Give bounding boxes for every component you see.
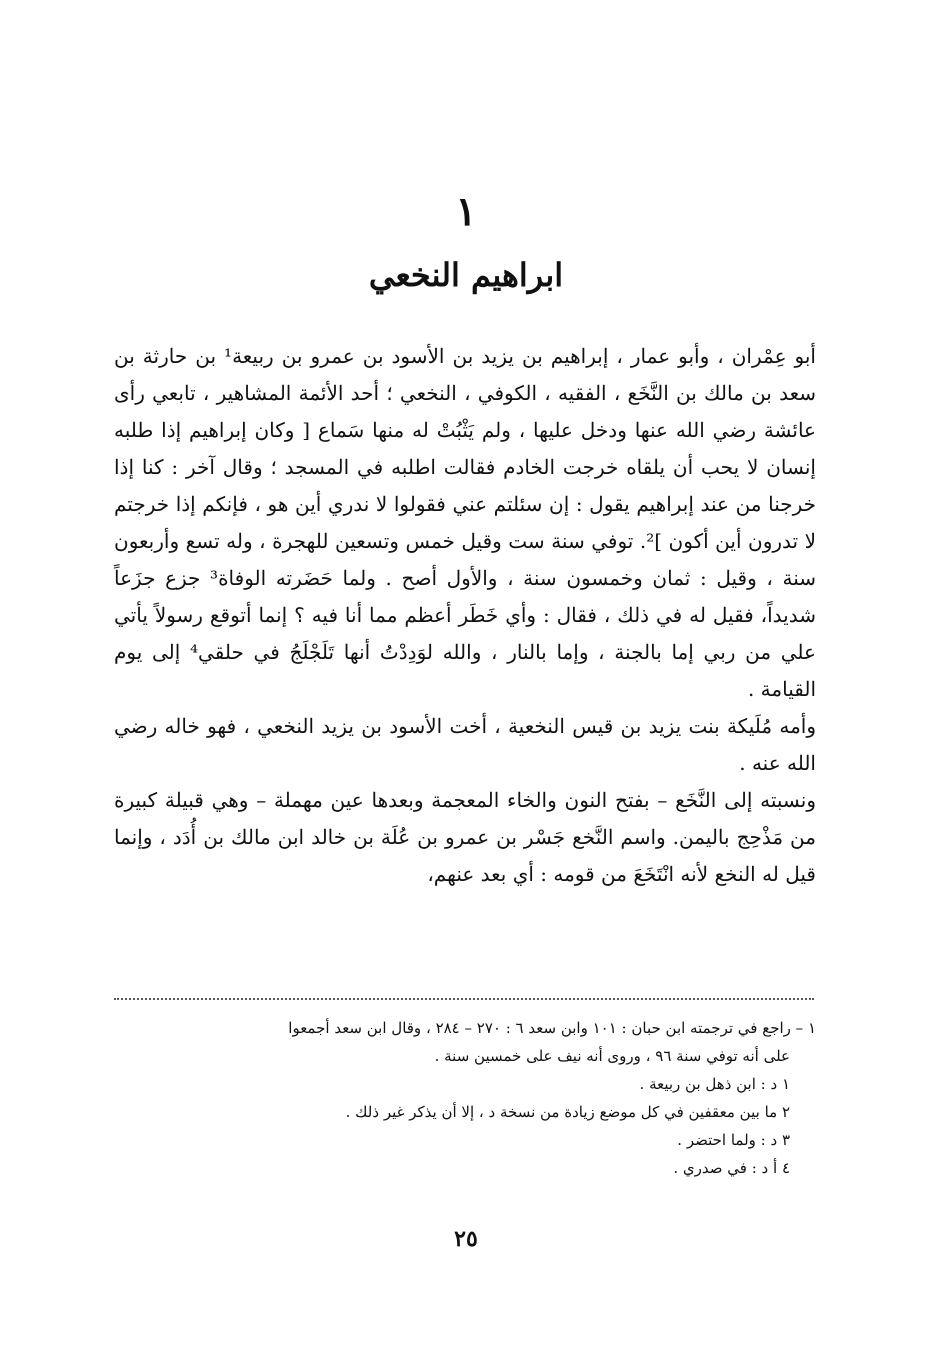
chapter-number: ١ [455,188,477,235]
paragraph-biography: أبو عِمْران ، وأبو عمار ، إبراهيم بن يزيد بن الأسود بن عمرو بن ربيعة¹ بن حارثة بن سعد بن مالك بن النَّخَع ، الفقيه ، الكوفي ، النخعي ؛ أحد الأئمة المشاهير ، تابعي رأى عائشة رضي الله عنها ودخل عليها ، ولم يَثْبُتْ له منها سَماع [ وكان إبراهيم إذا طلبه إنسان لا يحب أن يلقاه خرجت الخادم فقالت اطلبه في المسجد ؛ وقال آخر : كنا إذا خرجنا من عند إبراهيم يقول : إن سئلتم عني فقولوا لا ندري أين هو ، فإنكم إذا خرجتم لا تدرون أين أكون ]². توفي سنة ست وقيل خمس وتسعين للهجرة ، وله تسع وأربعون سنة ، وقيل : ثمان وخمسون سنة ، والأول أصح . ولما حَضَرته الوفاة³ جزع جزَعاً شديداً، فقيل له في ذلك ، فقال : وأي خَطَر أعظم مما أنا فيه ؟ إنما أتوقع رسولاً يأتي علي من ربي إما بالجنة ، وإما بالنار ، والله لوَدِدْتُ أنها تَلَجْلَجُ في حلقي⁴ إلى يوم القيامة . [114,344,816,701]
footnote-item: ٣ د : ولما احتضر . [677,1131,790,1149]
footnote-item: على أنه توفي سنة ٩٦ ، وروى أنه نيف على خمسين سنة . [434,1047,790,1065]
footnote-item: ١ د : ابن ذهل بن ربيعة . [639,1075,790,1093]
paragraph-lineage: ونسبته إلى النَّخَع – بفتح النون والخاء المعجمة وبعدها عين مهملة – وهي قبيلة كبيرة من مَذْحِج باليمن. واسم النَّخع جَسْر بن عمرو بن عُلَة بن خالد ابن مالك بن أُدَد ، وإنما قيل له النخع لأنه انْتَخَعَ من قومه : أي بعد عنهم، [114,788,816,886]
page-number: ٢٥ [454,1226,478,1252]
chapter-title: ابراهيم النخعي [368,256,564,294]
footnotes [114,1014,816,1182]
footnote-item: ٤ أ د : في صدري . [673,1159,790,1177]
body-text [114,338,816,893]
footnote-item: ١ – راجع في ترجمته ابن حبان : ١٠١ وابن سعد ٦ : ٢٧٠ – ٢٨٤ ، وقال ابن سعد أجمعوا [288,1019,816,1037]
footnote-item: ٢ ما بين معقفين في كل موضع زيادة من نسخة د ، إلا أن يذكر غير ذلك . [345,1103,790,1121]
footnote-divider [114,998,814,1000]
paragraph-mother: وأمه مُلَيكة بنت يزيد بن قيس النخعية ، أخت الأسود بن يزيد النخعي ، فهو خاله رضي الله عنه . [114,714,816,775]
